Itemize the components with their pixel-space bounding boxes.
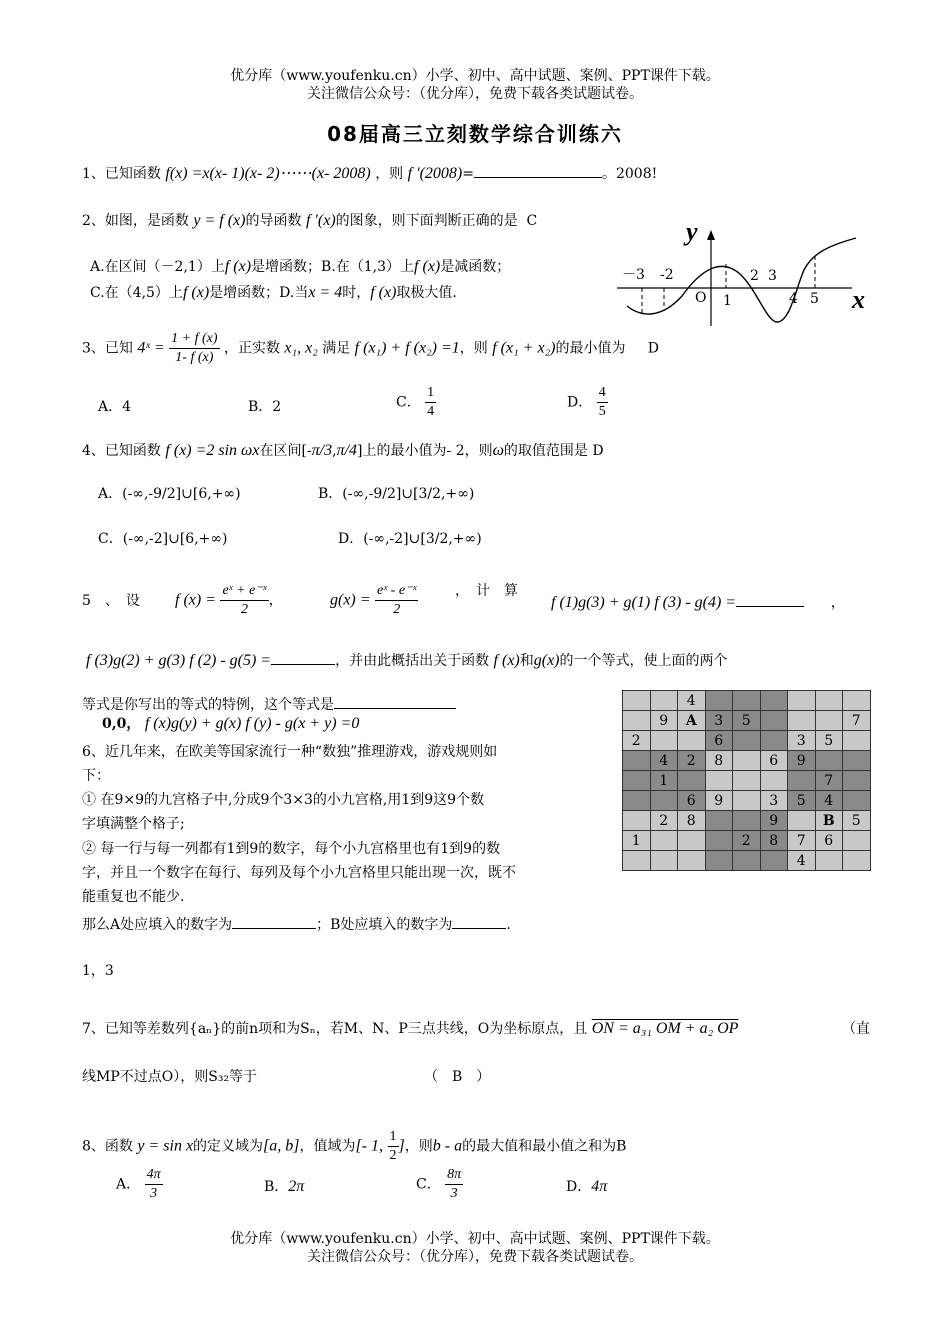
q8-option-c: C． $\frac{8\pi}{3}$ [416, 1167, 462, 1201]
q6-line-1: 6、近几年来，在欧美等国家流行一种“数独”推理游戏，游戏规则如 [82, 744, 498, 760]
sudoku-cell: 7 [788, 831, 816, 851]
sudoku-row [623, 851, 871, 871]
answer-blank[interactable] [334, 694, 456, 709]
q1-expression: f(x) =x(x- 1)(x- 2)⋯⋯(x- 2008) [165, 165, 371, 182]
q6-line-5: ② 每一行与每一列都有1到9的数字，每个小九宫格里也有1到9的数 [82, 841, 501, 857]
sudoku-cell: 2 [678, 751, 706, 771]
y-axis-arrow-icon [707, 230, 715, 240]
q3-option-a: A．4 [98, 399, 132, 415]
sudoku-cell: 1 [623, 831, 651, 851]
sudoku-cell: 8 [705, 751, 733, 771]
footer-line-2: 关注微信公众号：（优分库），免费下载各类试题试卷。 [307, 1249, 643, 1265]
sudoku-cell: 9 [705, 791, 733, 811]
sudoku-cell [705, 771, 733, 791]
sudoku-cell [733, 731, 761, 751]
sudoku-cell [733, 691, 761, 711]
sudoku-cell: 4 [650, 751, 678, 771]
tick-label: 4 [789, 291, 798, 307]
q1-answer: 。2008! [601, 166, 658, 182]
sudoku-cell [705, 831, 733, 851]
sudoku-cell [760, 711, 788, 731]
sudoku-row [623, 731, 871, 751]
q6-line-8: 那么A处应填入的数字为 ；B处应填入的数字为 . [82, 914, 511, 934]
tick-label: 5 [810, 291, 819, 307]
q8-option-b: B．2π [264, 1178, 305, 1195]
sudoku-cell [843, 731, 871, 751]
sudoku-row [623, 811, 871, 831]
sudoku-cell [815, 711, 843, 731]
sudoku-cell: 3 [788, 731, 816, 751]
sudoku-cell [843, 691, 871, 711]
sudoku-row [623, 791, 871, 811]
q4-answer: D [592, 443, 604, 459]
sudoku-cell [623, 851, 651, 871]
sudoku-cell [705, 691, 733, 711]
header-line-1: 优分库（www.youfenku.cn）小学、初中、高中试题、案例、PPT课件下载。 [230, 68, 720, 84]
q2-options-ab: A.在区间（－2,1）上f (x)是增函数；B.在（1,3）上f (x)是减函数； [90, 258, 511, 275]
sudoku-cell [650, 691, 678, 711]
y-axis-label: y [686, 218, 698, 246]
sudoku-cell: 9 [650, 711, 678, 731]
sudoku-cell [733, 851, 761, 871]
q3-option-b: B．2 [248, 399, 282, 415]
sudoku-cell [650, 851, 678, 871]
sudoku-cell [843, 751, 871, 771]
question-2: 2、如图，是函数 y = f (x)的导函数 f ′(x)的图象，则下面判断正确的是 C [82, 212, 538, 229]
sudoku-cell: 4 [788, 851, 816, 871]
q6-line-4: 字填满整个格子; [82, 816, 185, 832]
q3-fraction: $\frac{1 + f (x)}{1- f (x)}$ [171, 331, 218, 365]
derivative-graph [612, 218, 878, 330]
sudoku-cell: 8 [678, 811, 706, 831]
q5-g-definition: g(x) = $\frac{\text{eˣ - e⁻ˣ}}{2}$ [330, 583, 417, 617]
sudoku-row [623, 711, 871, 731]
sudoku-cell [788, 691, 816, 711]
sudoku-cell [623, 771, 651, 791]
question-4: 4、已知函数 f (x) =2 sin ωx在区间[-π/3,π/4]上的最小值为- 2，则ω的取值范围是 D [82, 442, 604, 459]
tick-label: －3 [622, 267, 645, 283]
answer-blank-a[interactable] [232, 914, 316, 929]
sudoku-cell [760, 771, 788, 791]
q5-answer: 0,0， f (x)g(y) + g(x) f (y) - g(x + y) =0 [102, 715, 360, 732]
q3-option-c: C． $\frac{1}{4}$ [396, 385, 435, 419]
question-5-label: 5 、 设 [82, 593, 140, 609]
q5-line-3: 等式是你写出的等式的特例，这个等式是 [82, 694, 456, 714]
sudoku-cell [623, 691, 651, 711]
q6-line-2: 下： [82, 768, 110, 784]
sudoku-cell: B [815, 811, 843, 831]
sudoku-cell: 5 [815, 731, 843, 751]
q8-option-a: A． $\frac{4\pi}{3}$ [116, 1167, 161, 1201]
sudoku-cell [788, 811, 816, 831]
sudoku-row [623, 751, 871, 771]
q7-answer: （ B ） [424, 1069, 491, 1085]
q6-answer: 1，3 [82, 963, 114, 979]
q5-f-definition: f (x) = $\frac{\text{eˣ + e⁻ˣ}}{2}$ ， [175, 583, 283, 617]
sudoku-row [623, 771, 871, 791]
sudoku-cell [733, 811, 761, 831]
q4-option-b: B．(-∞,-9/2]∪[3/2,+∞) [318, 486, 475, 502]
sudoku-cell [623, 751, 651, 771]
x-axis-label: x [852, 285, 865, 314]
answer-blank[interactable] [271, 650, 335, 665]
sudoku-cell [760, 691, 788, 711]
q6-line-3: ① 在9×9的九宫格子中,分成9个3×3的小九宫格,用1到9这9个数 [82, 792, 485, 808]
q3-option-d: D． $\frac{4}{5}$ [567, 385, 606, 419]
q2-options-cd: C.在（4,5）上f (x)是增函数；D.当x = 4时，f (x)取极大值. [90, 284, 457, 301]
sudoku-cell [843, 851, 871, 871]
sudoku-cell [815, 751, 843, 771]
question-3: 3、已知 4ˣ = $\frac{1 + f (x)}{1- f (x)}$ ，正实数 x₁, x₂ 满足 f (x₁) + f (x₂) =1，则 f (x₁ + x₂)的最小值为 D [82, 331, 659, 365]
sudoku-cell: 4 [815, 791, 843, 811]
sudoku-cell: 9 [760, 811, 788, 831]
q5-expression-1: f (1)g(3) + g(1) f (3) - g(4) = ， [551, 594, 845, 611]
header-line-2: 关注微信公众号：（优分库），免费下载各类试题试卷。 [307, 86, 643, 102]
sudoku-cell [705, 811, 733, 831]
sudoku-cell [623, 711, 651, 731]
sudoku-cell [815, 691, 843, 711]
sudoku-cell [678, 851, 706, 871]
q6-line-6: 字，并且一个数字在每行、每列及每个小九宫格里只能出现一次，既不 [82, 865, 516, 881]
sudoku-row [623, 691, 871, 711]
sudoku-cell [678, 771, 706, 791]
sudoku-cell [788, 771, 816, 791]
tick-label: 1 [723, 293, 732, 309]
sudoku-cell: 2 [623, 731, 651, 751]
question-8: 8、函数 y = sin x的定义域为[a, b]，值域为[- 1, $\frac{1}{2}$ ]，则b - a的最大值和最小值之和为B [82, 1129, 627, 1163]
sudoku-cell [733, 791, 761, 811]
sudoku-cell [650, 831, 678, 851]
sudoku-cell: 8 [760, 831, 788, 851]
sudoku-cell [733, 771, 761, 791]
q7-vector-equation: ON = a₃₁ OM + a₂ OP [591, 1020, 739, 1037]
sudoku-cell: 3 [705, 711, 733, 731]
tick-label: 3 [768, 268, 777, 284]
sudoku-cell [733, 751, 761, 771]
sudoku-cell: 1 [650, 771, 678, 791]
question-7: 7、已知等差数列{aₙ}的前n项和为Sₙ，若M、N、P三点共线，O为坐标原点，且 ON = a₃₁ OM + a₂ OP [82, 1020, 739, 1037]
sudoku-cell: 6 [705, 731, 733, 751]
sudoku-cell [788, 711, 816, 731]
q5-calc-label: ， 计 算 [455, 583, 518, 599]
q7-text-tail: （直 [842, 1021, 870, 1037]
sudoku-cell: 6 [678, 791, 706, 811]
answer-blank-b[interactable] [452, 914, 506, 929]
footer-line-1: 优分库（www.youfenku.cn）小学、初中、高中试题、案例、PPT课件下载。 [230, 1231, 720, 1247]
sudoku-cell: 5 [843, 811, 871, 831]
sudoku-cell: 6 [815, 831, 843, 851]
q3-answer: D [647, 340, 659, 357]
origin-label: O [695, 290, 707, 306]
sudoku-cell [678, 831, 706, 851]
sudoku-cell [705, 851, 733, 871]
sudoku-cell [843, 791, 871, 811]
sudoku-cell [815, 851, 843, 871]
question-1: 1、已知函数 f(x) =x(x- 1)(x- 2)⋯⋯(x- 2008) ，则 f ′(2008)= 。2008! [82, 165, 658, 182]
sudoku-cell [623, 791, 651, 811]
sudoku-cell: 3 [760, 791, 788, 811]
q6-line-7: 能重复也不能少. [82, 889, 185, 905]
sudoku-cell: 5 [733, 711, 761, 731]
sudoku-cell [650, 791, 678, 811]
sudoku-cell [760, 851, 788, 871]
sudoku-cell: 7 [843, 711, 871, 731]
answer-blank[interactable] [736, 592, 804, 607]
q4-option-a: A．(-∞,-9/2]∪[6,+∞) [98, 486, 241, 502]
sudoku-cell: A [678, 711, 706, 731]
sudoku-cell: 2 [733, 831, 761, 851]
page-title: 08届高三立刻数学综合训练六 [327, 122, 623, 146]
sudoku-cell: 5 [788, 791, 816, 811]
sudoku-row [623, 831, 871, 851]
q2-answer: C [526, 213, 538, 229]
sudoku-cell [760, 731, 788, 751]
sudoku-cell: 2 [650, 811, 678, 831]
sudoku-cell: 7 [815, 771, 843, 791]
q7-line-2: 线MP不过点O），则S₃₂等于 [82, 1069, 258, 1085]
tick-label: 2 [750, 268, 759, 284]
sudoku-cell [650, 731, 678, 751]
sudoku-cell [843, 831, 871, 851]
sudoku-cell [843, 771, 871, 791]
q5-line-2: f (3)g(2) + g(3) f (2) - g(5) = ，并由此概括出关于函数 f (x)和g(x)的一个等式，使上面的两个 [86, 652, 728, 669]
sudoku-grid [622, 690, 871, 871]
q4-option-c: C．(-∞,-2]∪[6,+∞) [98, 531, 228, 547]
q8-option-d: D．4π [566, 1178, 608, 1195]
sudoku-cell [678, 731, 706, 751]
sudoku-cell: 4 [678, 691, 706, 711]
sudoku-cell: 6 [760, 751, 788, 771]
tick-label: -2 [660, 267, 674, 283]
sudoku-cell: 9 [788, 751, 816, 771]
q4-option-d: D．(-∞,-2]∪[3/2,+∞) [338, 531, 482, 547]
sudoku-cell [623, 811, 651, 831]
answer-blank[interactable] [474, 163, 602, 178]
